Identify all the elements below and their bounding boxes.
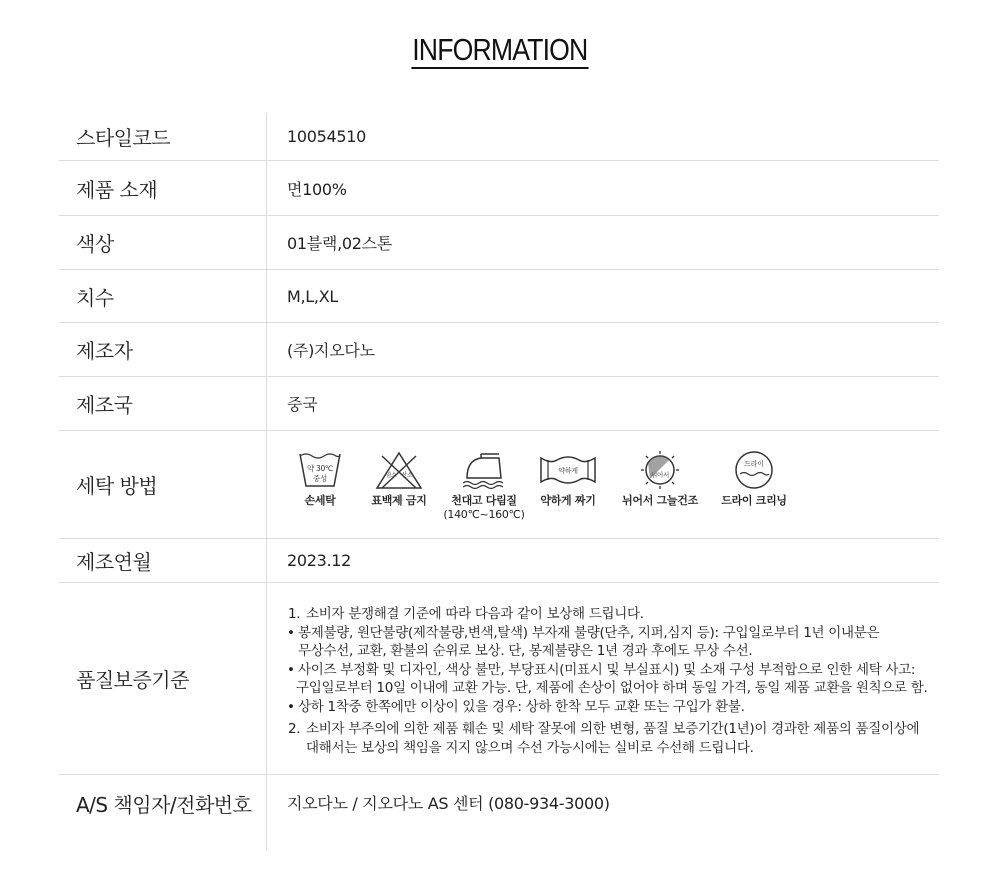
dry-clean-label: 드라이 크리닝: [721, 493, 787, 507]
label-country: 제조국: [59, 377, 267, 430]
hand-wash-label: 손세탁: [304, 493, 336, 507]
quality-bullet-2: • 사이즈 부정확 및 디자인, 색상 불만, 부당표시(미표시 및 부실표시) 및 소재 구성 부적합으로 인한 세탁 사고:: [287, 661, 939, 680]
gentle-wring-icon: [537, 450, 599, 490]
label-maker: 제조자: [59, 323, 267, 376]
label-material: 제품 소재: [59, 161, 267, 215]
row-as: [59, 775, 939, 850]
gentle-wring-text: 약하게: [558, 466, 578, 475]
label-as: A/S 책임자/전화번호: [59, 775, 267, 850]
value-washing: [267, 431, 939, 538]
dry-clean-text: 드라이: [744, 459, 764, 468]
value-quality: [267, 583, 939, 774]
row-size: [59, 270, 939, 323]
value-size: M,L,XL: [287, 286, 338, 306]
quality-item-2-number: 2.: [288, 721, 301, 737]
value-date: 2023.12: [287, 551, 352, 570]
no-bleach-label: 표백제 금지: [371, 493, 427, 507]
hand-wash-neutral: 중성: [313, 473, 327, 483]
shade-dry-label: 뉘어서 그늘건조: [622, 493, 698, 507]
value-material: 면100%: [287, 179, 347, 199]
value-style-code: 10054510: [287, 127, 367, 146]
care-iron: [442, 450, 526, 522]
label-color: 색상: [59, 216, 267, 269]
value-country: 중국: [287, 395, 318, 414]
label-quality: 품질보증기준: [59, 583, 267, 774]
dry-clean-icon: [731, 450, 777, 490]
care-shade-dry: [610, 450, 710, 508]
row-style-code: [59, 113, 939, 161]
row-date: [59, 539, 939, 583]
value-color: 01블랙,02스톤: [287, 234, 392, 253]
label-washing: 세탁 방법: [59, 431, 267, 538]
row-washing: [59, 431, 939, 539]
quality-bullet-1: • 봉제불량, 원단불량(제작불량,변색,탈색) 부자재 불량(단추, 지퍼,심지 등): 구입일로부터 1년 이내분은: [287, 624, 939, 643]
quality-bullet-1-cont: 무상수선, 교환, 환불의 순위로 보상. 단, 봉제불량은 1년 경과 후에도 무상 수선.: [298, 643, 753, 659]
row-maker: [59, 323, 939, 377]
no-bleach-icon: [374, 450, 424, 490]
iron-label: 천대고 다림질: [451, 493, 517, 507]
no-bleach-oxygen: 산소: [401, 471, 413, 479]
row-material: [59, 161, 939, 216]
hand-wash-temp: 약 30℃: [306, 463, 334, 473]
label-date: 제조연월: [59, 539, 267, 582]
quality-bullet-2-cont: 구입일로부터 10일 이내에 교환 가능. 단, 제품에 손상이 없어야 하며 동일 가격, 동일 제품 교환을 원칙으로 함.: [296, 680, 928, 696]
care-no-bleach: [356, 450, 442, 508]
page-title: INFORMATION: [412, 32, 588, 67]
row-quality: [59, 583, 939, 775]
care-dry-clean: [710, 450, 798, 508]
iron-temperature: (140℃~160℃): [443, 507, 525, 521]
care-gentle-wring: [526, 450, 610, 508]
gentle-wring-label: 약하게 짜기: [540, 493, 596, 507]
shade-dry-icon: [636, 450, 684, 490]
row-country: [59, 377, 939, 431]
label-style-code: 스타일코드: [59, 113, 267, 160]
value-maker: (주)지오다노: [287, 341, 375, 360]
label-size: 치수: [59, 270, 267, 322]
care-hand-wash: [284, 450, 356, 508]
no-bleach-chlorine: 염소: [385, 471, 397, 479]
quality-item-1-number: 1.: [288, 606, 301, 622]
row-color: [59, 216, 939, 270]
hand-wash-icon: [297, 450, 343, 490]
iron-icon: [459, 450, 509, 490]
value-as: 지오다노 / 지오다노 AS 센터 (080-934-3000): [287, 794, 610, 813]
shade-dry-text: 뉘어서: [651, 470, 669, 479]
quality-item-2: 2. 소비자 부주의에 의한 제품 훼손 및 세탁 잘못에 의한 변형, 품질 보증기간(1년)이 경과한 제품의 품질이상에: [288, 721, 920, 737]
quality-item-2-cont: 대해서는 보상의 책임을 지지 않으며 수선 가능시에는 실비로 수선해 드립니다.: [306, 739, 754, 756]
info-table: [59, 113, 939, 850]
care-icons: [284, 448, 798, 522]
quality-item-1: 1. 소비자 분쟁해결 기준에 따라 다음과 같이 보상해 드립니다.: [288, 606, 644, 622]
quality-bullet-3: • 상하 1착중 한쪽에만 이상이 있을 경우: 상하 한착 모두 교환 또는 구입가 환불.: [287, 698, 939, 717]
